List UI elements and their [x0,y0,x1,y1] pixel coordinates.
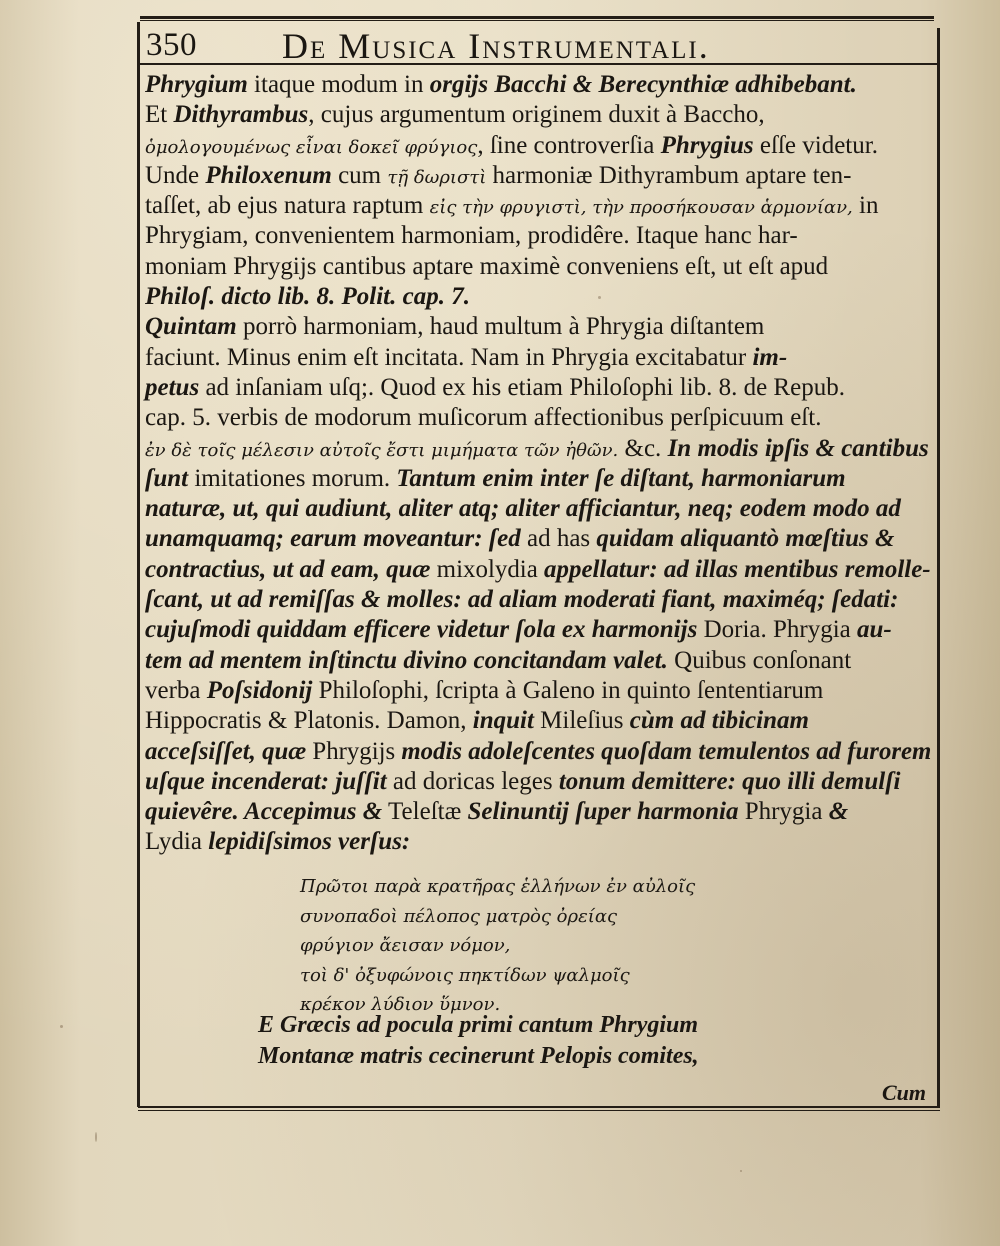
italic-run: Poſsidonij [206,676,313,704]
italic-run: im- [752,343,788,371]
text-line [145,252,931,282]
italic-run: unamquamq; earum moveantur: ſed [145,525,521,553]
text-line [145,221,931,251]
italic-run: tonum demittere: quo illi demulſi [558,767,901,795]
top-rule-thin [140,20,934,21]
roman-run: verba [145,676,207,704]
greek-run: ὁμολογουμένως εἶναι δοκεῖ φρύγιος [145,136,478,158]
roman-run: Phrygiam, convenientem harmoniam, prodidêre. Itaque hanc har- [145,222,798,250]
text-line [145,706,931,736]
text-line [145,797,931,827]
paper-speck [598,296,601,299]
text-line [145,555,929,585]
roman-run: harmoniæ Dithyrambum aptare ten- [486,161,852,189]
italic-run: appellatur: ad illas mentibus remolle- [544,555,931,583]
running-title: De Musica Instrumentali. [282,26,710,66]
text-line [145,585,931,615]
roman-run: cum [331,161,388,189]
bottom-rule [138,1106,940,1108]
verse-line: Montanæ matris cecinerunt Pelopis comites, [258,1042,699,1069]
italic-run: ſunt [145,464,189,492]
roman-run: moniam Phrygijs cantibus aptare maximè conveniens eſt, ut eſt apud [145,252,829,280]
roman-run: porrò harmoniam, haud multum à Phrygia diſtantem [236,313,765,341]
latin-verse [258,1010,699,1071]
text-line [145,494,931,524]
italic-run: contractius, ut ad eam, quæ [145,555,431,583]
top-rule [140,16,934,19]
text-line [145,646,931,676]
italic-run: Phrygium [145,71,248,98]
text-line [145,676,931,706]
roman-run: itaque modum in [247,71,430,98]
italic-run: modis adoleſcentes quoſdam temulentos ad furorem [401,737,932,765]
roman-run: Hippocratis & Platonis. Damon, [145,707,473,735]
bottom-rule-thin [138,1110,940,1111]
italic-run: ſcant, ut ad remiſſas & molles: ad aliam moderati fiant, maximéq; ſedati: [145,586,899,614]
italic-run: In modis ipſis & cantibus [667,434,929,462]
left-frame-rule [137,22,140,1107]
paper-speck [740,1170,742,1172]
text-line [145,827,931,857]
roman-run: Unde [145,161,206,189]
roman-run: in [852,192,879,220]
greek-verse [300,872,695,1020]
greek-run: εἰς τὴν φρυγιστὶ, τὴν προσήκουσαν ἁρμονίαν, [429,197,853,219]
roman-run: eſſe videtur. [753,131,878,159]
text-line [145,70,931,100]
text-line [145,737,932,767]
roman-run: Quibus conſonant [667,646,852,674]
roman-run: Phrygia [738,798,829,826]
roman-run: faciunt. Minus enim eſt incitata. Nam in Phrygia excitabatur [145,343,753,371]
text-line [145,373,931,403]
verse-line: φρύγιον ἄεισαν νόμον, [300,935,511,956]
text-line [145,312,931,342]
roman-run: taſſet, ab ejus natura raptum [145,192,430,220]
italic-run: Phrygius [660,131,754,159]
roman-run: Mileſius [533,707,630,735]
italic-run: Dithyrambus [173,101,309,129]
text-line [145,615,931,645]
roman-run: Lydia [145,828,209,856]
verse-line: κρέκον λύδιον ὕμνον. [300,994,501,1015]
italic-run: cujuſmodi quiddam efficere videtur ſola ex harmonijs [145,616,698,644]
roman-run: Et [145,101,174,129]
italic-run: Quintam [145,313,237,341]
greek-run: τῇ δωριστὶ [387,166,487,188]
paper-speck [60,1025,63,1028]
roman-run: Doria. Phrygia [697,616,858,644]
roman-run: , ſine controverſia [477,131,661,159]
text-line [145,403,931,433]
roman-run: ad doricas leges [386,767,559,795]
italic-run: cùm ad tibicinam [629,707,809,735]
verse-line: E Græcis ad pocula primi cantum Phrygium [258,1012,699,1038]
italic-run: petus [145,373,200,401]
greek-run: ἐν δὲ τοῖς μέλεσιν αὐτοῖς ἔστι μιμήματα τῶν ἠθῶν. [145,439,619,461]
verse-line: τοὶ δ' ὀξυφώνοις πηκτίδων ψαλμοῖς [300,964,630,986]
text-line [145,767,931,797]
roman-run: Teleſtæ [382,798,468,826]
italic-run: acceſsiſſet, quæ [145,737,307,765]
italic-run: Philoſ. dicto lib. 8. Polit. cap. 7. [145,283,470,311]
text-line [145,434,931,464]
roman-run: , cujus argumentum originem duxit à Baccho, [308,101,765,129]
right-frame-rule [937,28,940,1108]
verse-line: συνοπαδοὶ πέλοπος ματρὸς ὀρείας [300,905,618,927]
roman-run: Phrygijs [306,737,402,765]
italic-run: naturæ, ut, qui audiunt, aliter atq; aliter afficiantur, neq; eodem modo ad [145,495,901,523]
italic-run: & [828,798,849,826]
roman-run: cap. 5. verbis de modorum muſicorum affectionibus perſpicuum eſt. [145,404,822,432]
italic-run: tem ad mentem inſtinctu divino concitandam valet. [145,646,668,674]
roman-run: mixolydia [430,555,545,583]
text-line [145,464,931,494]
roman-run: ad inſaniam uſq;. Quod ex his etiam Philoſophi lib. 8. de Repub. [199,373,845,401]
text-line [145,191,931,221]
catchword: Cum [882,1080,927,1105]
roman-run: ad has [520,525,597,553]
italic-run: Tantum enim inter ſe diſtant, harmoniarum [396,464,846,492]
italic-run: lepidiſsimos verſus: [208,828,411,856]
text-line [145,343,931,373]
paper-speck [95,1132,97,1142]
roman-run: imitationes morum. [188,464,397,492]
italic-run: au- [857,616,892,644]
roman-run: &c. [618,434,668,462]
italic-run: quidam aliquantò mœſtius & [596,525,895,553]
italic-run: quievêre. Accepimus & [145,798,383,826]
verse-line: Πρῶτοι παρὰ κρατῆρας ἑλλήνων ἐν αὐλοῖς [300,876,696,897]
italic-run: orgijs Bacchi & Berecynthiæ adhibebant. [429,71,857,98]
text-line [145,161,931,191]
italic-run: uſque incenderat: juſſit [145,767,387,795]
roman-run: Philoſophi, ſcripta à Galeno in quinto ſententiarum [312,676,824,704]
main-text [145,70,931,858]
text-line [145,131,931,161]
text-line [145,524,931,554]
italic-run: Philoxenum [205,161,332,189]
page-number: 350 [146,27,197,63]
italic-run: Selinuntij ſuper harmonia [467,798,739,826]
text-line [145,282,931,312]
text-line [145,100,931,130]
italic-run: inquit [472,707,534,735]
